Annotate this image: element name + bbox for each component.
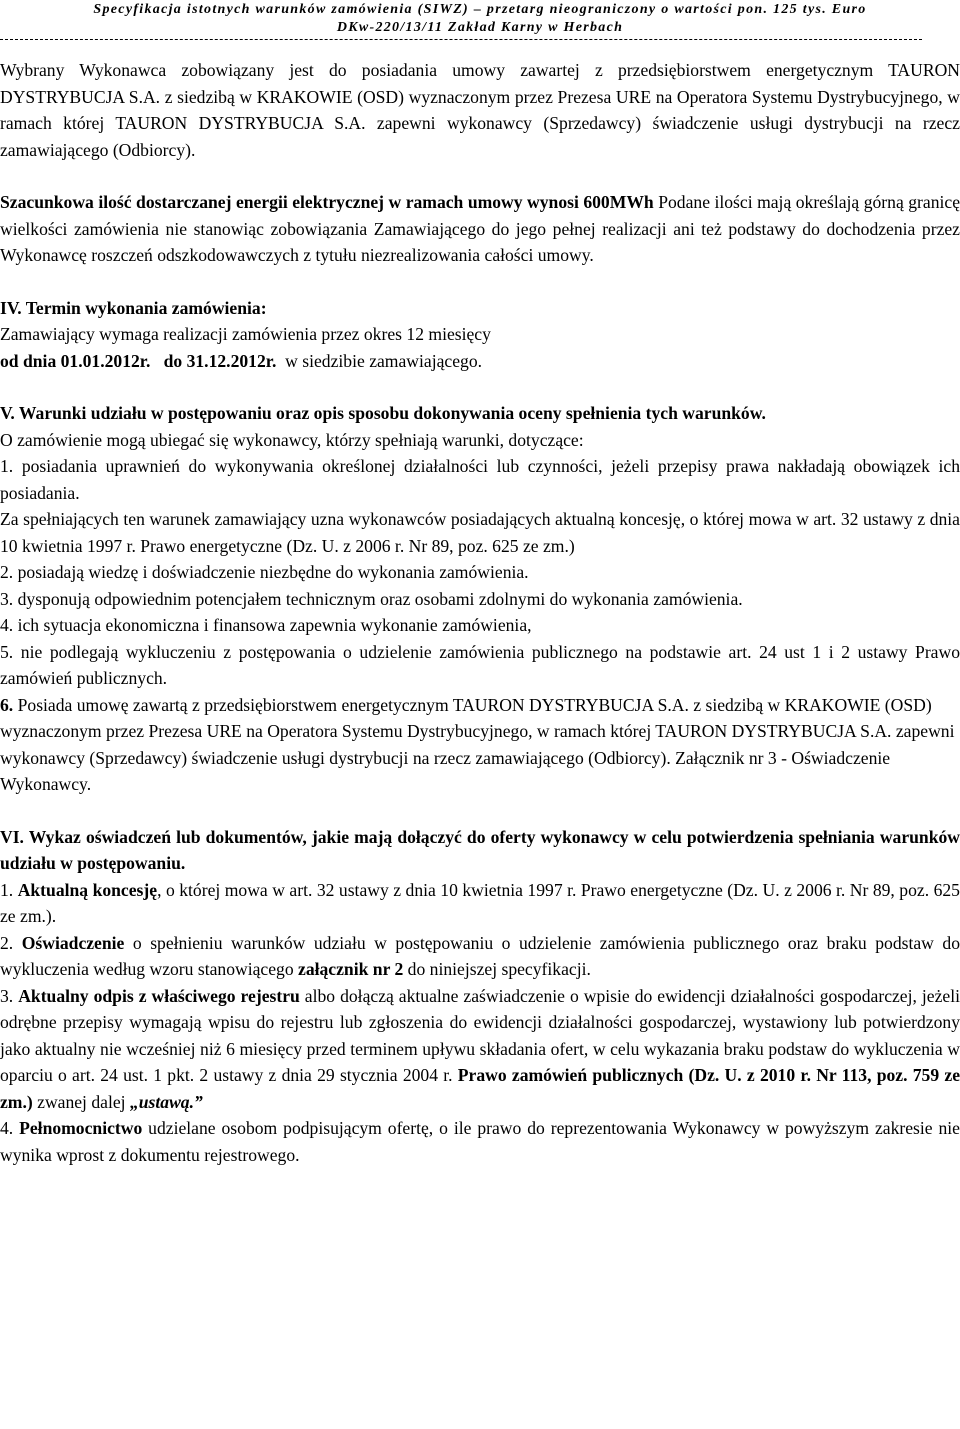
- section-6-item-2: 2. Oświadczenie o spełnieniu warunków udziału w postępowaniu o udzielenie zamówienia publicznego oraz braku podstaw do wykluczenia według wzoru stanowiącego załącznik nr 2 do niniejszej specyfikacji.: [0, 932, 960, 979]
- section-5-item-3: 3. dysponują odpowiednim potencjałem technicznym oraz osobami zdolnymi do wykonania zamówienia.: [0, 588, 743, 609]
- section-6-item-4: 4. Pełnomocnictwo udzielane osobom podpisującym ofertę, o ile prawo do reprezentowania Wykonawcy w powyższym zakresie nie wynika wprost z dokumentu rejestrowego.: [0, 1118, 960, 1165]
- section-5-item-6: 6. Posiada umowę zawartą z przedsiębiorstwem energetycznym TAURON DYSTRYBUCJA S.A. z siedzibą w KRAKOWIE (OSD) wyznaczonym przez Prezesa URE na Operatora Systemu Dystrybucyjnego, w ramach której TAURON DYSTRYBUCJA S.A. zapewni wykonawcy (Sprzedawcy) świadczenie usługi dystrybucji na rzecz zamawiającego (Odbiorcy). Załącznik nr 3 - Oświadczenie Wykonawcy.: [0, 694, 955, 794]
- estimate-paragraph: [0, 189, 960, 269]
- place: w siedzibie zamawiającego.: [285, 350, 483, 371]
- section-5-item-4: 4. ich sytuacja ekonomiczna i finansowa zapewnia wykonanie zamówienia,: [0, 615, 532, 635]
- header-title: Specyfikacja istotnych warunków zamówienia (SIWZ) – przetarg nieograniczony o wartości pon. 125 tys. Euro: [93, 2, 867, 17]
- section-4-line: Zamawiający wymaga realizacji zamówienia przez okres 12 miesięcy: [0, 324, 491, 344]
- section-5-item-1-note: Za spełniających ten warunek zamawiający uzna wykonawców posiadających aktualną koncesję, o której mowa w art. 32 ustawy z dnia 10 kwietnia 1997 r. Prawo energetyczne (Dz. U. z 2006 r. Nr 89, poz. 625 ze zm.): [0, 509, 960, 556]
- intro-paragraph: Wybrany Wykonawca zobowiązany jest do posiadania umowy zawartej z przedsiębiorstwem energetycznym TAURON DYSTRYBUCJA S.A. z siedzibą w KRAKOWIE (OSD) wyznaczonym przez Prezesa URE na Operatora Systemu Dystrybucyjnego, w ramach której TAURON DYSTRYBUCJA S.A. zapewni wykonawcy (Sprzedawcy) świadczenie usługi dystrybucji na rzecz zamawiającego (Odbiorcy).: [0, 60, 960, 160]
- section-5-lead: O zamówienie mogą ubiegać się wykonawcy, którzy spełniają warunki, dotyczące:: [0, 429, 584, 450]
- section-5-item-1: 1. posiadania uprawnień do wykonywania określonej działalności lub czynności, jeżeli przepisy prawa nakładają obowiązek ich posiadania.: [0, 456, 960, 503]
- section-6-item-1: 1. Aktualną koncesję, o której mowa w art. 32 ustawy z dnia 10 kwietnia 1997 r. Prawo energetyczne (Dz. U. z 2006 r. Nr 89, poz. 625 ze zm.).: [0, 879, 960, 926]
- header-reference: DKw-220/13/11 Zakład Karny w Herbach: [336, 20, 624, 35]
- section-6-item-3: 3. Aktualny odpis z właściwego rejestru albo dołączą aktualne zaświadczenie o wpisie do ewidencji działalności gospodarczej, jeżeli odrębne przepisy wymagają wpisu do rejestru lub zgłoszenia do ewidencji działalności gospodarczej, wystawiony lub potwierdzony jako aktualny nie wcześniej niż 6 miesięcy przed terminem upływu składania ofert, w celu wykazania braku podstaw do wykluczenia w oparciu o art. 24 ust. 1 pkt. 2 ustawy z dnia 29 stycznia 2004 r. Prawo zamówień publicznych (Dz. U. z 2010 r. Nr 113, poz. 759 ze zm.) zwanej dalej „ustawą.”: [0, 985, 960, 1112]
- date-to: do 31.12.2012r.: [163, 350, 277, 371]
- date-from: od dnia 01.01.2012r.: [0, 350, 151, 371]
- header-divider: [0, 39, 922, 40]
- section-5-title: V. Warunki udziału w postępowaniu oraz opis sposobu dokonywania oceny spełnienia tych warunków.: [0, 403, 766, 423]
- section-4-title: IV. Termin wykonania zamówienia:: [0, 297, 267, 318]
- section-5-item-2: 2. posiadają wiedzę i doświadczenie niezbędne do wykonania zamówienia.: [0, 562, 529, 582]
- section-6-title: VI. Wykaz oświadczeń lub dokumentów, jakie mają dołączyć do oferty wykonawcy w celu potwierdzenia spełniania warunków udziału w postępowaniu.: [0, 826, 960, 873]
- section-4-dates: [0, 348, 960, 375]
- estimate-title: Szacunkowa ilość dostarczanej energii elektrycznej w ramach umowy wynosi 600MWh: [0, 192, 654, 212]
- document-body: [0, 57, 960, 1168]
- section-5-item-5: 5. nie podlegają wykluczeniu z postępowania o udzielenie zamówienia publicznego na podstawie art. 24 ust 1 i 2 ustawy Prawo zamówień publicznych.: [0, 641, 960, 688]
- page-header: [0, 0, 960, 37]
- estimate-text: Podane ilości mają określają górną granicę wielkości zamówienia nie stanowiąc zobowiązania Zamawiającego do jego pełnej realizacji ani też podstawy do dochodzenia przez Wykonawcę roszczeń odszkodowawczych z tytułu niezrealizowania całości umowy.: [0, 192, 960, 265]
